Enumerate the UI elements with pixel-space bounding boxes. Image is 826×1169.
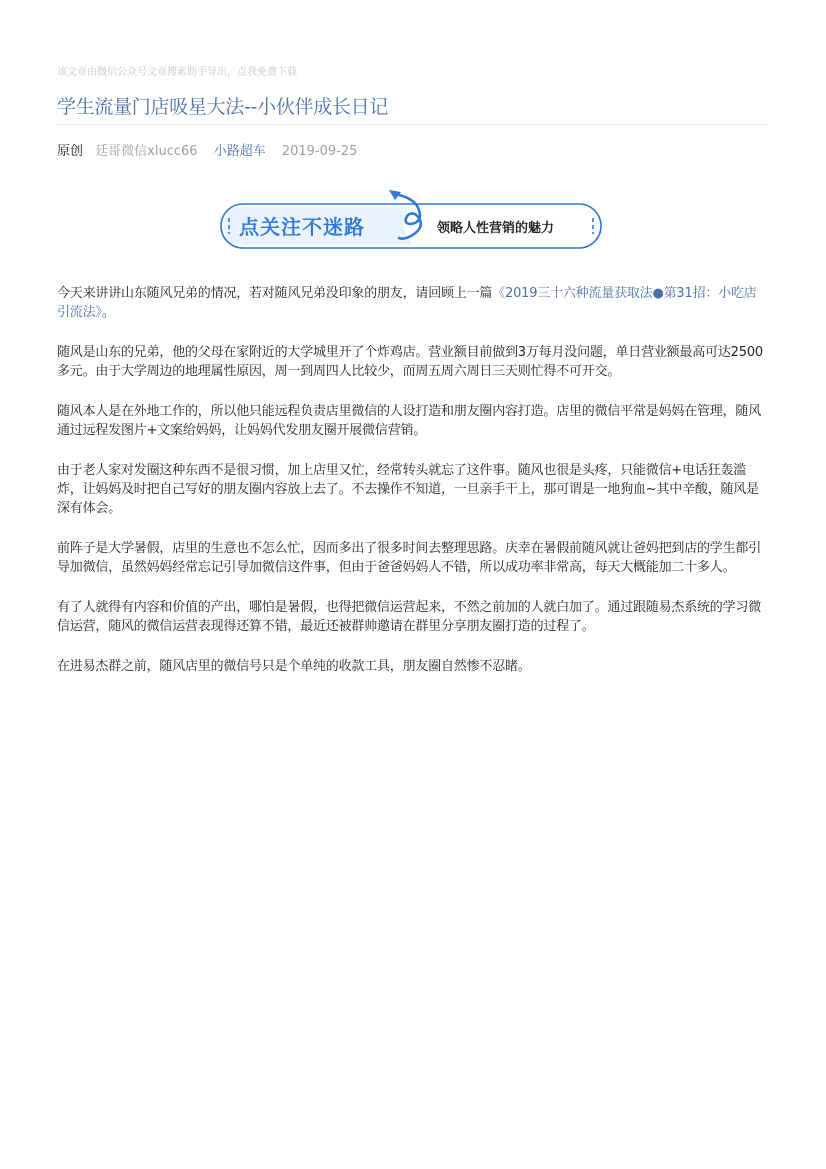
paragraph-3: 随风本人是在外地工作的，所以他只能远程负责店里微信的人设打造和朋友圈内容打造。店里的微信平常是妈妈在管理，随风通过远程发图片+文案给妈妈，让妈妈代发朋友圈开展微信营销。	[57, 404, 762, 438]
paragraph-6: 有了人就得有内容和价值的产出，哪怕是暑假，也得把微信运营起来，不然之前加的人就白加了。通过跟随易杰系统的学习微信运营，随风的微信运营表现得还算不错，最近还被群帅邀请在群里分享朋友圈打造的过程了。	[57, 600, 762, 634]
paragraph-1	[57, 284, 769, 322]
paragraph-5: 前阵子是大学暑假，店里的生意也不怎么忙，因而多出了很多时间去整理思路。庆幸在暑假前随风就让爸妈把到店的学生都引导加微信，虽然妈妈经常忘记引导加微信这件事，但由于爸爸妈妈人不错，所以成功率非常高，每天大概能加二十多人。	[57, 541, 762, 575]
paragraph-1-end: 。	[101, 305, 115, 320]
original-label: 原创	[57, 144, 84, 159]
author-name: 廷哥微信xlucc66	[95, 144, 198, 159]
export-note-link[interactable]: 该文章由微信公众号文章搜索助手导出，点我免费下载	[57, 67, 297, 78]
article-body	[57, 284, 769, 697]
follow-banner	[219, 188, 603, 252]
account-link[interactable]: 小路超车	[213, 144, 266, 159]
previous-article-link[interactable]: 《2019三十六种流量获取法●第31招：小吃店引流法》	[57, 286, 757, 320]
article-meta	[57, 140, 357, 159]
publish-date: 2019-09-25	[281, 144, 358, 159]
banner-right-text: 领略人性营销的魅力	[437, 221, 555, 236]
banner-left-text: 点关注不迷路	[239, 215, 365, 239]
paragraph-7: 在进易杰群之前，随风店里的微信号只是个单纯的收款工具，朋友圈自然惨不忍睹。	[57, 659, 531, 674]
article-title: 学生流量门店吸星大法--小伙伴成长日记	[57, 96, 389, 118]
paragraph-4: 由于老人家对发圈这种东西不是很习惯，加上店里又忙，经常转头就忘了这件事。随风也很是头疼，只能微信+电话狂轰滥炸，让妈妈及时把自己写好的朋友圈内容放上去了。不去操作不知道，一旦亲手干上，那可谓是一地狗血~其中辛酸，随风是深有体会。	[57, 463, 759, 516]
paragraph-1-text: 今天来讲讲山东随风兄弟的情况，若对随风兄弟没印象的朋友，请回顾上一篇	[57, 286, 493, 301]
title-divider	[57, 124, 769, 125]
paragraph-2: 随风是山东的兄弟，他的父母在家附近的大学城里开了个炸鸡店。营业额目前做到3万每月没问题，单日营业额最高可达2500多元。由于大学周边的地理属性原因，周一到周四人比较少，而周五周六周日三天则忙得不可开交。	[57, 345, 763, 379]
